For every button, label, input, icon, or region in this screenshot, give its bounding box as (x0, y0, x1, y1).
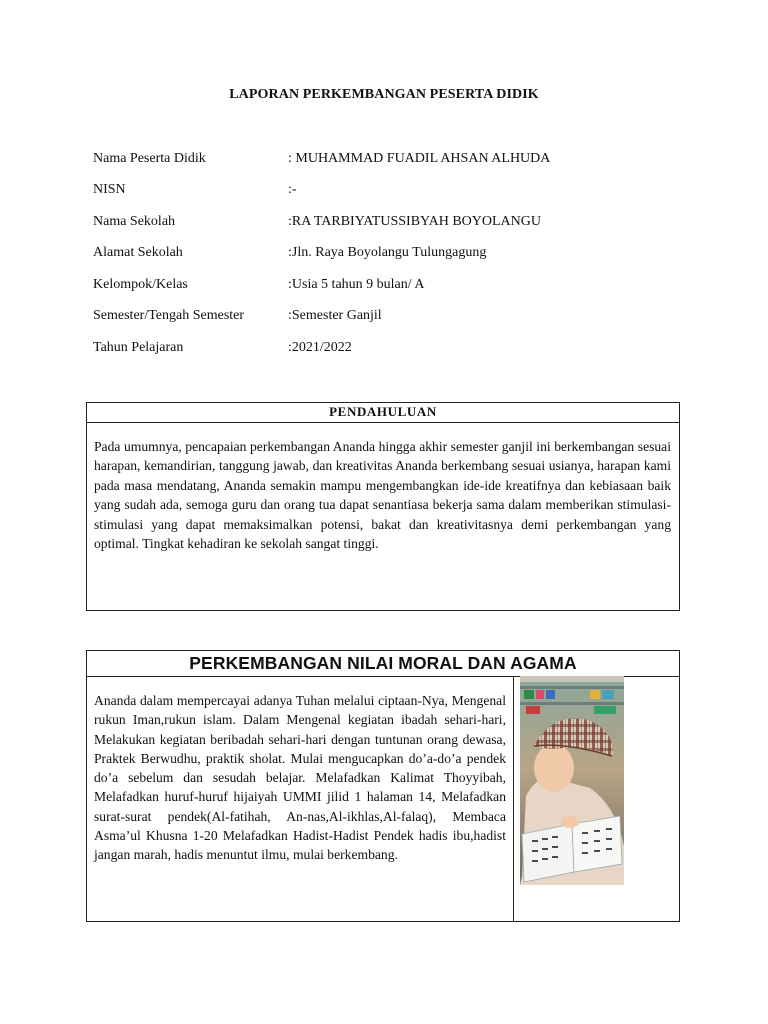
moral-text: Ananda dalam mempercayai adanya Tuhan melalui ciptaan-Nya, Mengenal rukun Iman,rukun islam. Dalam Mengenal kegiatan ibadah sehari-hari, Melakukan kegiatan beribadah sehari-hari dengan tuntunan orang dewasa, Praktek Berwudhu, praktik sholat. Mulai mengucapkan do’a-do’a pendek do’a sebelum dan sesudah belajar. Melafadkan Kalimat Thoyyibah, Melafadkan huruf-huruf hijaiyah UMMI jilid 1 halaman 14, Melafadkan surat-surat pendek(Al-fatihah, An-nas,Al-ikhlas,Al-falaq), Membaca Asma’ul Khusna 1-20 Melafadkan Hadist-Hadist Pendek hadis ibu,hadist jangan marah, hadis menuntut ilmu, mulai berkembang. (94, 693, 506, 863)
info-label: Kelompok/Kelas (93, 277, 188, 292)
info-label: NISN (93, 182, 126, 197)
info-label: Nama Peserta Didik (93, 151, 206, 166)
info-value: :Usia 5 tahun 9 bulan/ A (288, 277, 425, 292)
info-label: Nama Sekolah (93, 214, 176, 229)
intro-heading: PENDAHULUAN (87, 403, 679, 423)
info-value: :- (288, 182, 297, 197)
moral-body (87, 676, 679, 921)
moral-heading: PERKEMBANGAN NILAI MORAL DAN AGAMA (87, 651, 679, 677)
intro-section (86, 402, 680, 611)
info-value: :Jln. Raya Boyolangu Tulungagung (288, 245, 487, 260)
column-divider (513, 676, 514, 921)
info-label: Tahun Pelajaran (93, 340, 184, 355)
student-photo (520, 676, 624, 885)
info-value: :2021/2022 (288, 340, 352, 355)
info-value: :RA TARBIYATUSSIBYAH BOYOLANGU (288, 214, 541, 229)
info-label: Semester/Tengah Semester (93, 308, 245, 323)
info-value: :Semester Ganjil (288, 308, 382, 323)
page-title: LAPORAN PERKEMBANGAN PESERTA DIDIK (229, 87, 539, 102)
info-label: Alamat Sekolah (93, 245, 183, 260)
intro-text: Pada umumnya, pencapaian perkembangan Ananda hingga akhir semester ganjil ini berkembangan sesuai harapan, kemandirian, tanggung jawab, dan kreativitas Ananda berkembang sesuai usianya, harapan kami pada masa mendatang, Ananda semakin mampu mengembangkan ide-ide kreatifnya dan kebiasaan baik yang sudah ada, semoga guru dan orang tua dapat senantiasa bekerja sama dalam memberikan stimulasi-stimulasi yang dapat memaksimalkan potensi, bakat dan kreativitasnya demi perkembangan yang optimal. Tingkat kehadiran ke sekolah sangat tinggi. (94, 439, 671, 552)
info-value: : MUHAMMAD FUADIL AHSAN ALHUDA (288, 151, 551, 166)
moral-religion-section (86, 650, 680, 922)
